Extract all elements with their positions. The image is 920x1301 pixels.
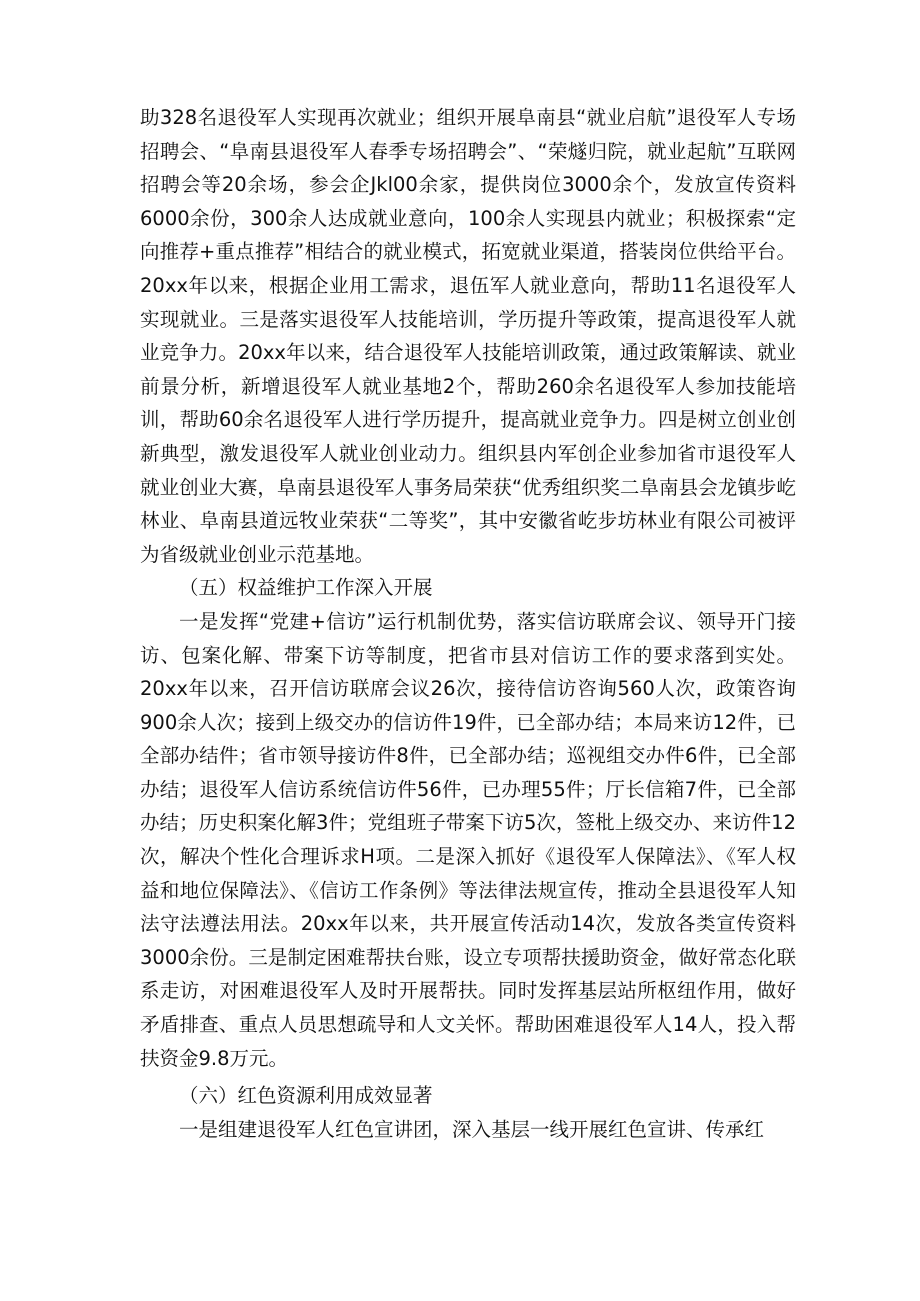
paragraph-employment-continued: 助328名退役军人实现再次就业；组织开展阜南县“就业启航”退役军人专场招聘会、“阜南县退役军人春季专场招聘会”、“荣燧归院，就业起航”互联网招聘会等20余场，参会企Jkl00余家，提供岗位3000余个，发放宣传资料6000余份，300余人达成就业意向，100余人实现县内就业；积极探索“定向推荐+重点推荐”相结合的就业模式，拓宽就业渠道，搭装岗位供给平台。20xx年以来，根据企业用工需求，退伍军人就业意向，帮助11名退役军人实现就业。三是落实退役军人技能培训，学历提升等政策，提高退役军人就业竞争力。20xx年以来，结合退役军人技能培训政策，通过政策解读、就业前景分析，新增退役军人就业基地2个，帮助260余名退役军人参加技能培训，帮助60余名退役军人进行学历提升，提高就业竞争力。四是树立创业创新典型，激发退役军人就业创业动力。组织县内军创企业参加省市退役军人就业创业大赛，阜南县退役军人事务局荣获“优秀组织奖二阜南县会龙镇步屹林业、阜南县道远牧业荣获“二等奖”，其中安徽省屹步坊林业有限公司被评为省级就业创业示范基地。: [140, 106, 796, 566]
section-heading-rights-protection: （五）权益维护工作深入开展: [179, 576, 433, 600]
document-body: [140, 101, 796, 1146]
section-heading-red-resources: （六）红色资源利用成效显著: [179, 1084, 433, 1108]
paragraph-rights-protection: 一是发挥“党建+信访”运行机制优势，落实信访联席会议、领导开门接访、包案化解、带案下访等制度，把省市县对信访工作的要求落到实处。20xx年以来，召开信访联席会议26次，接待信访咨询560人次，政策咨询900余人次；接到上级交办的信访件19件，已全部办结；本局来访12件，已全部办结件；省市领导接访件8件，已全部办结；巡视组交办件6件，已全部办结；退役军人信访系统信访件56件，已办理55件；厅长信箱7件，已全部办结；历史积案化解3件；党组班子带案下访5次，签枇上级交办、来访件12次，解决个性化合理诉求H项。二是深入抓好《退役军人保障法》、《军人权益和地位保障法》、《信访工作条例》等法律法规宣传，推动全县退役军人知法守法遵法用法。20xx年以来，共开展宣传活动14次，发放各类宣传资料3000余份。三是制定困难帮扶台账，设立专项帮扶援助资金，做好常态化联系走访，对困难退役军人及时开展帮扶。同时发挥基层站所枢纽作用，做好矛盾排查、重点人员思想疏导和人文关怀。帮助困难退役军人14人，投入帮扶资金9.8万元。: [140, 609, 796, 1070]
paragraph-red-resources: 一是组建退役军人红色宣讲团，深入基层一线开展红色宣讲、传承红: [179, 1117, 765, 1141]
